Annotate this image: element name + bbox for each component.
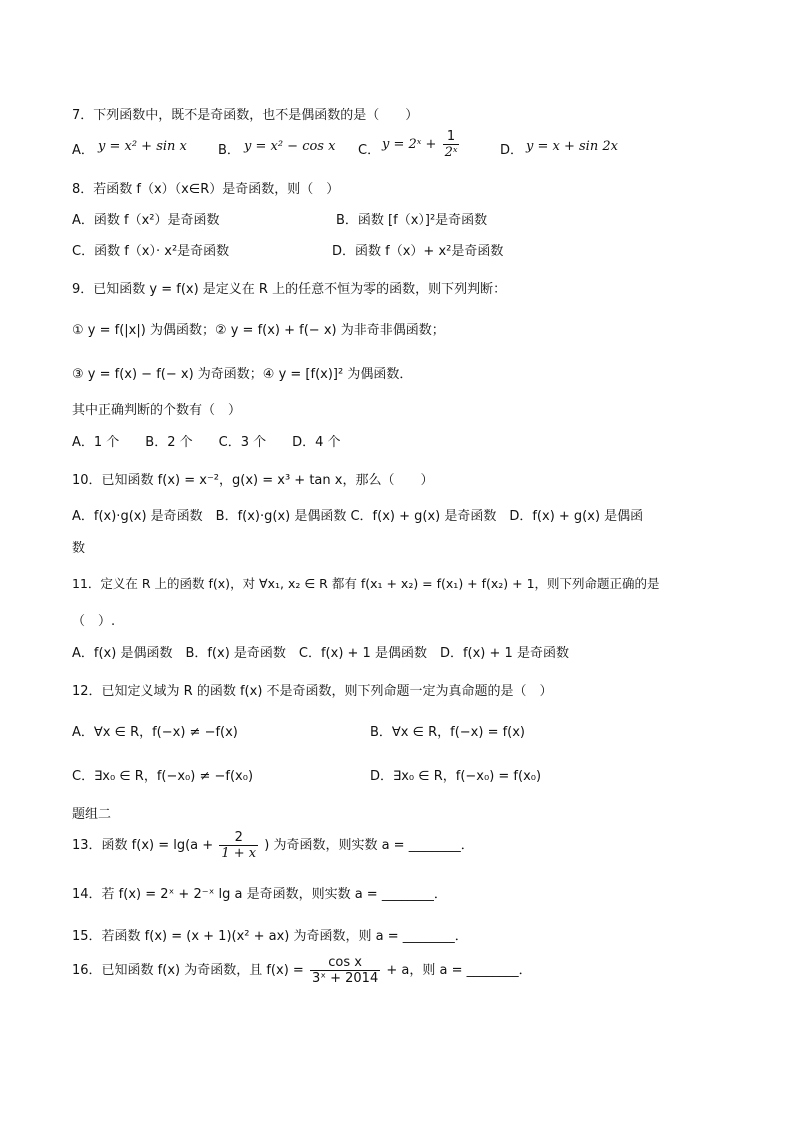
q7-option-c (382, 129, 461, 160)
q16-text-before: 16．已知函数 f(x) 为奇函数，且 f(x) = (72, 963, 304, 978)
fraction-denominator: 1 + x (221, 846, 257, 861)
q11-options: A．f(x) 是偶函数 B．f(x) 是奇函数 C．f(x) + 1 是偶函数 D．f(x) + 1 是奇函数 (72, 646, 569, 661)
q8-stem: 8．若函数 f（x）（x∈R）是奇函数，则（ ） (72, 182, 340, 197)
q8-option-a: A．函数 f（x²）是奇函数 (72, 213, 220, 228)
section-heading: 题组二 (72, 807, 112, 822)
fraction-denominator: 3ˣ + 2014 (311, 971, 379, 986)
q7-option-a: y = x² + sin x (98, 139, 187, 154)
fraction-denominator: 2ˣ (444, 145, 458, 160)
q8-option-d: D．函数 f（x）+ x²是奇函数 (332, 244, 504, 259)
q7-option-a-label: A． (72, 143, 94, 158)
q10-options-continued: 数 (72, 541, 86, 556)
q7-option-c-fraction (443, 129, 460, 160)
q7-stem: 7．下列函数中，既不是奇函数，也不是偶函数的是（ ） (72, 108, 419, 123)
q12-option-d: D．∃x₀ ∈ R，f(−x₀) = f(x₀) (370, 769, 542, 784)
q9-options: A．1 个 B．2 个 C．3 个 D．4 个 (72, 435, 341, 450)
q10-stem: 10．已知函数 f(x) = x⁻²，g(x) = x³ + tan x，那么（ ） (72, 473, 434, 488)
q11-stem: 11．定义在 R 上的函数 f(x)，对 ∀x₁, x₂ ∈ R 都有 f(x₁ + x₂) = f(x₁) + f(x₂) + 1，则下列命题正确的是 (72, 576, 660, 591)
q8-option-c: C．函数 f（x）· x²是奇函数 (72, 244, 230, 259)
q8-option-b: B．函数 [f（x）]²是奇函数 (336, 213, 488, 228)
q7-option-c-expr: y = 2ˣ + (382, 137, 437, 152)
q7-option-b: y = x² − cos x (244, 139, 336, 154)
q16 (72, 955, 532, 986)
q16-fraction (310, 955, 380, 986)
q15: 15．若函数 f(x) = (x + 1)(x² + ax) 为奇函数，则 a = ________． (72, 929, 468, 944)
q7-option-d: y = x + sin 2x (526, 139, 618, 154)
q13-text-after: ) 为奇函数，则实数 a = ________． (264, 838, 474, 853)
q13-fraction (219, 830, 258, 861)
q9-judgement-3-4: ③ y = f(x) − f(− x) 为奇函数；④ y = [f(x)]² 为偶函数． (72, 367, 413, 382)
q14: 14．若 f(x) = 2ˣ + 2⁻ˣ lg a 是奇函数，则实数 a = ________． (72, 887, 447, 902)
fraction-numerator: cos x (310, 955, 380, 971)
q16-text-after: + a，则 a = ________． (386, 963, 532, 978)
q13-text-before: 13．函数 f(x) = lg(a + (72, 838, 214, 853)
q9-stem: 9．已知函数 y = f(x) 是定义在 R 上的任意不恒为零的函数，则下列判断： (72, 282, 507, 297)
q12-option-a: A．∀x ∈ R，f(−x) ≠ −f(x) (72, 725, 238, 740)
q7-option-d-label: D． (500, 143, 524, 158)
q9-judgement-1-2: ① y = f(|x|) 为偶函数；② y = f(x) + f(− x) 为非奇非偶函数； (72, 323, 445, 338)
q9-question: 其中正确判断的个数有（ ） (72, 403, 242, 418)
fraction-numerator: 1 (443, 129, 460, 145)
q7-option-c-label: C． (358, 143, 381, 158)
fraction-numerator: 2 (219, 830, 258, 846)
q12-stem: 12．已知定义域为 R 的函数 f(x) 不是奇函数，则下列命题一定为真命题的是（ ） (72, 684, 553, 699)
q12-option-c: C．∃x₀ ∈ R，f(−x₀) ≠ −f(x₀) (72, 769, 254, 784)
q10-options: A．f(x)·g(x) 是奇函数 B．f(x)·g(x) 是偶函数 C．f(x) + g(x) 是奇函数 D．f(x) + g(x) 是偶函 (72, 509, 644, 524)
q11-answer-paren: （ ）. (72, 614, 116, 629)
q12-option-b: B．∀x ∈ R，f(−x) = f(x) (370, 725, 526, 740)
q7-option-b-label: B． (218, 143, 240, 158)
q13 (72, 830, 474, 861)
